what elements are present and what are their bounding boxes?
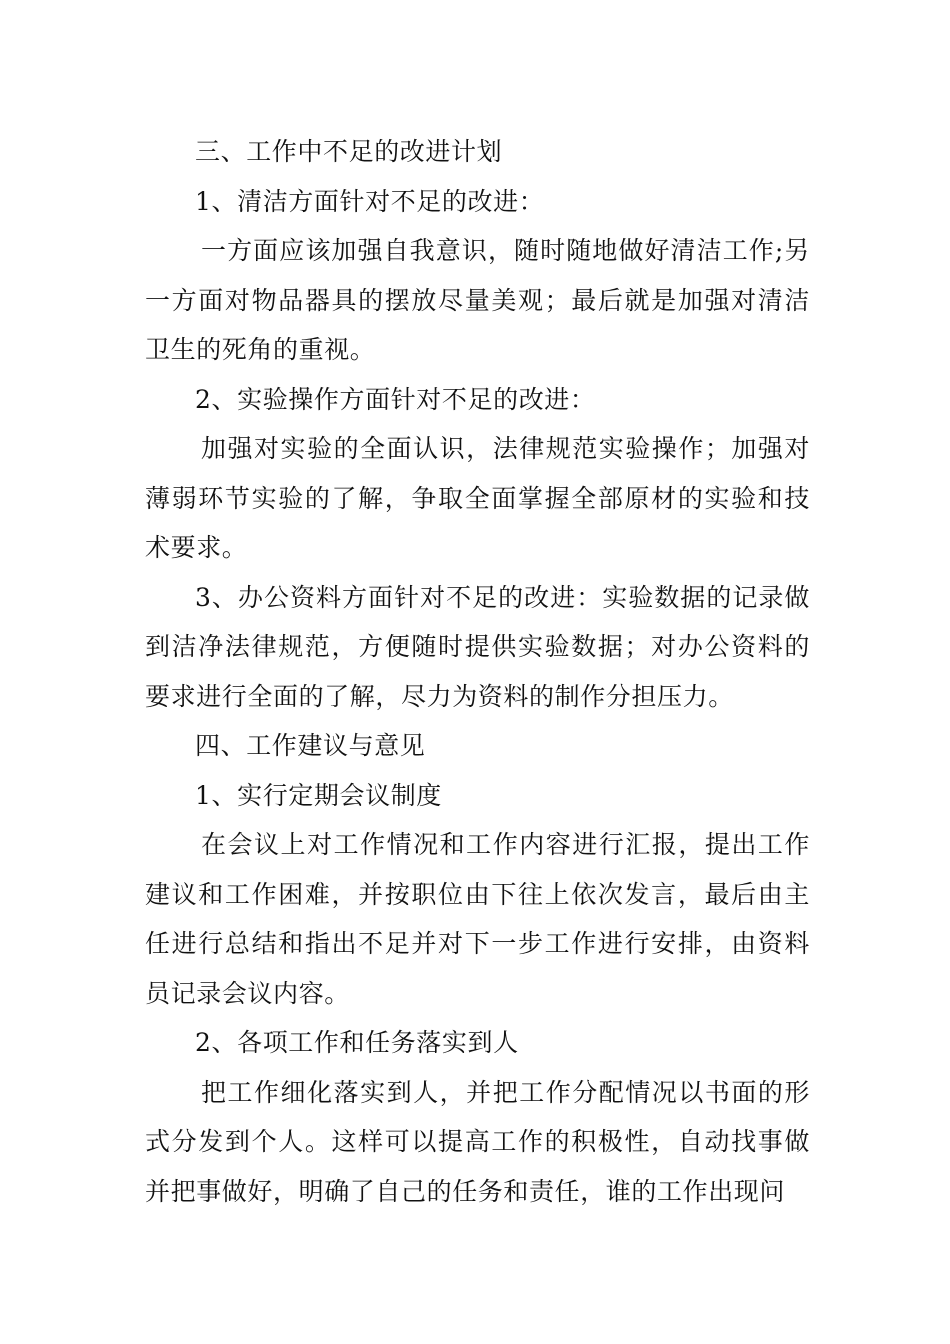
item-3-1-body: 一方面应该加强自我意识，随时随地做好清洁工作;另一方面对物品器具的摆放尽量美观；最后就是加强对清洁卫生的死角的重视。 bbox=[145, 236, 810, 364]
item-4-2-body: 把工作细化落实到人，并把工作分配情况以书面的形式分发到个人。这样可以提高工作的积极性，自动找事做并把事做好，明确了自己的任务和责任，谁的工作出现问 bbox=[145, 1077, 810, 1206]
item-4-1-body: 在会议上对工作情况和工作内容进行汇报，提出工作建议和工作困难，并按职位由下往上依次发言，最后由主任进行总结和指出不足并对下一步工作进行安排，由资料员记录会议内容。 bbox=[145, 830, 810, 1008]
item-3-2-body: 加强对实验的全面认识，法律规范实验操作；加强对薄弱环节实验的了解，争取全面掌握全部原材的实验和技术要求。 bbox=[145, 434, 810, 562]
item-3-3-paragraph: 3、办公资料方面针对不足的改进：实验数据的记录做到洁净法律规范，方便随时提供实验数据；对办公资料的要求进行全面的了解，尽力为资料的制作分担压力。 bbox=[145, 582, 810, 711]
item-3-1-title: 1、清洁方面针对不足的改进： bbox=[195, 186, 545, 216]
item-4-2-title: 2、各项工作和任务落实到人 bbox=[195, 1028, 519, 1057]
item-4-1-title: 1、实行定期会议制度 bbox=[195, 780, 442, 810]
section-3-title: 三、工作中不足的改进计划 bbox=[195, 137, 503, 166]
item-3-2-title: 2、实验操作方面针对不足的改进： bbox=[195, 384, 596, 414]
section-4-title: 四、工作建议与意见 bbox=[195, 731, 426, 760]
document-page bbox=[145, 127, 810, 1216]
